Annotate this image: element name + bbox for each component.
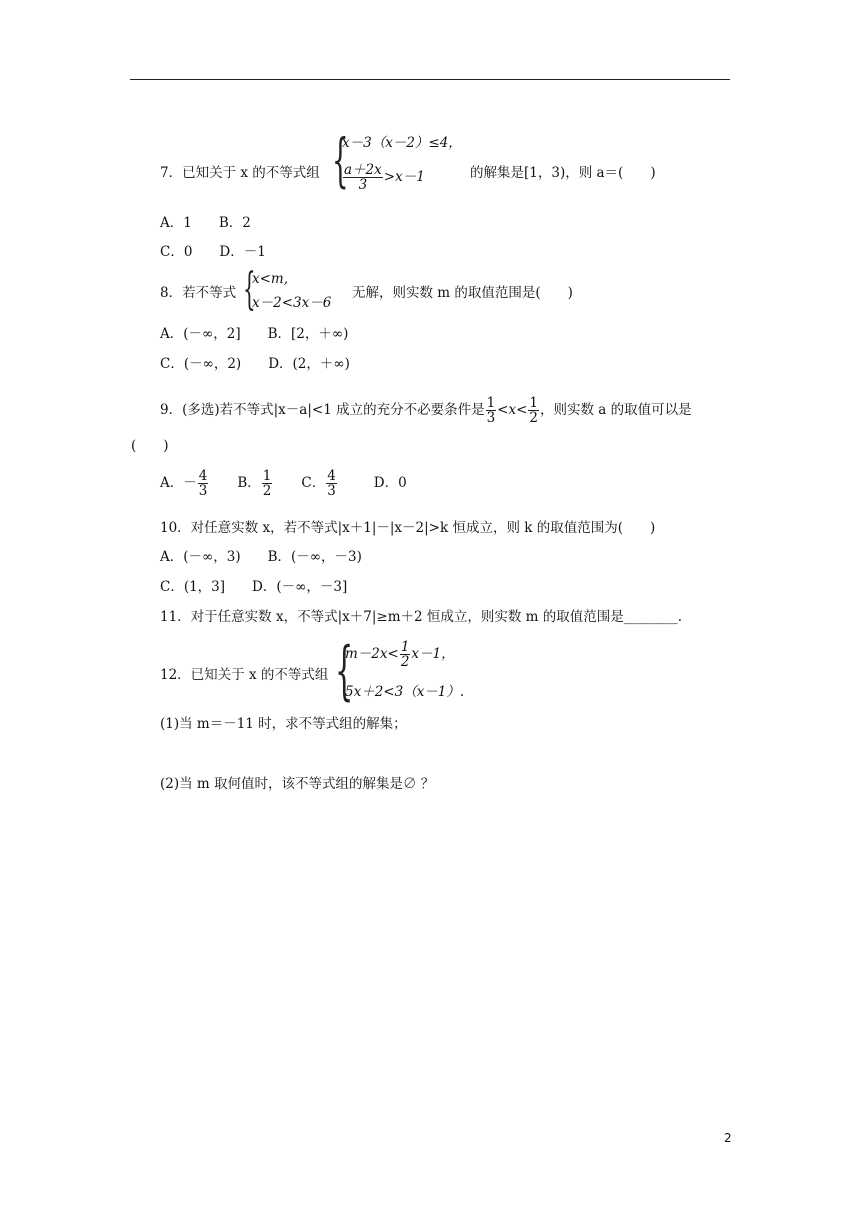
q9-options	[160, 469, 407, 498]
q7-suffix: 的解集是[1，3)，则 a＝( )	[470, 165, 656, 181]
q9-optB-label: B．	[237, 475, 261, 491]
q9-optB-num: 1	[262, 468, 272, 484]
q9-optA-label: A．－	[160, 475, 197, 491]
q9-optA-fraction	[198, 469, 209, 498]
q9-fraction-2-den: 2	[529, 410, 539, 426]
q9-optB-den: 2	[262, 483, 272, 499]
q9-optC-num: 4	[327, 468, 336, 484]
q9-fraction-1-num: 1	[486, 395, 496, 411]
q12-ineq1	[345, 640, 455, 669]
q9-optD: D．0	[373, 475, 407, 491]
q8-ineq2: x－2<3x－6	[252, 295, 332, 311]
q12-part1: (1)当 m＝－11 时，求不等式组的解集；	[160, 716, 407, 732]
q8-suffix: 无解，则实数 m 的取值范围是( )	[352, 285, 573, 301]
q12-ineq1-b: x－1，	[411, 646, 455, 662]
q12-brace: {	[335, 634, 354, 708]
q8-ineq1: x<m,	[252, 271, 289, 287]
q7-ineq2-rest: >x－1	[383, 169, 425, 185]
q12-ineq2: 5x＋2<3（x－1）.	[345, 684, 465, 700]
q9-fraction-1-den: 3	[486, 410, 496, 426]
q9-optC-den: 3	[327, 483, 336, 499]
q9-fraction-2	[528, 396, 539, 425]
q12-fraction	[400, 640, 411, 669]
q7-ineq1: x－3（x－2）≤4，	[342, 135, 462, 151]
q8-options-cd: C．(－∞，2) D．(2，＋∞)	[160, 356, 350, 372]
q9-optA-den: 3	[198, 483, 208, 499]
header-rule	[130, 79, 730, 80]
q9-optC-label: C．	[301, 475, 326, 491]
q9-optC-fraction	[326, 469, 337, 498]
q9-optB-fraction	[262, 469, 273, 498]
q7-options-cd: C．0 D．－1	[160, 244, 266, 260]
q12-fraction-num: 1	[400, 639, 410, 655]
q7-fraction-den: 3	[358, 177, 368, 193]
q7-fraction-num: a＋2x	[344, 162, 382, 178]
q7-brace: {	[332, 126, 349, 194]
q8-options-ab: A．(－∞，2] B．[2，＋∞)	[160, 326, 349, 342]
q9-text1: 9．(多选)若不等式|x－a|<1 成立的充分不必要条件是	[160, 402, 485, 418]
q7-prefix: 7．已知关于 x 的不等式组	[160, 165, 320, 181]
q7-fraction	[343, 163, 383, 192]
q9-optA-num: 4	[198, 468, 208, 484]
q9-line	[160, 396, 692, 425]
q12-part2: (2)当 m 取何值时，该不等式组的解集是∅ ？	[160, 776, 435, 792]
q12-ineq1-a: m－2x<	[345, 646, 399, 662]
q10-text: 10．对任意实数 x，若不等式|x＋1|－|x－2|>k 恒成立，则 k 的取值范围为( )	[160, 520, 656, 536]
q9-mid: <x<	[497, 402, 528, 418]
q12-fraction-den: 2	[400, 654, 410, 670]
page-number: 2	[724, 1131, 732, 1145]
q10-options-cd: C．(1，3] D．(－∞，－3]	[160, 579, 348, 595]
q9-text2: ，则实数 a 的取值可以是	[540, 402, 692, 418]
q9-fraction-2-num: 1	[529, 395, 539, 411]
q9-paren: ( )	[131, 438, 169, 454]
q7-ineq2	[342, 163, 425, 192]
q11-text: 11．对于任意实数 x，不等式|x＋7|≥m＋2 恒成立，则实数 m 的取值范围是________.	[160, 609, 683, 625]
q8-brace: {	[243, 264, 256, 315]
q10-options-ab: A．(－∞，3) B．(－∞，－3)	[160, 549, 362, 565]
q12-prefix: 12．已知关于 x 的不等式组	[160, 667, 329, 683]
q7-options-ab: A．1 B．2	[160, 215, 251, 231]
q9-fraction-1	[486, 396, 497, 425]
q8-prefix: 8．若不等式	[160, 285, 237, 301]
